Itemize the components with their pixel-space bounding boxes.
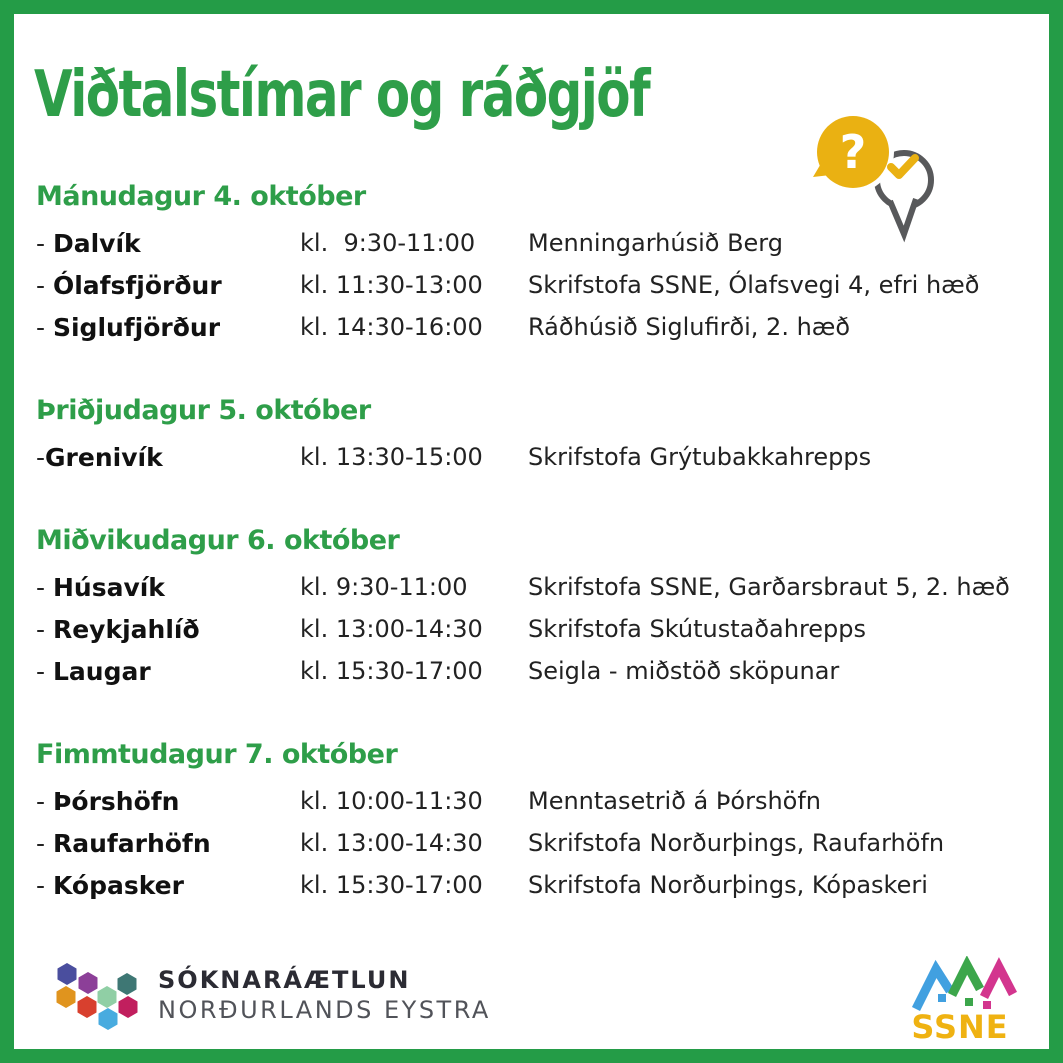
bullet-dash: - [36, 614, 53, 644]
hexagon-mint [98, 986, 117, 1008]
place-name: Grenivík [45, 442, 163, 472]
schedule-row [36, 306, 1023, 348]
day-rows [36, 436, 1023, 478]
venue-name: Skrifstofa Skútustaðahrepps [528, 615, 867, 643]
schedule-row [36, 608, 1023, 650]
time-range: kl. 9:30-11:00 [300, 229, 476, 257]
schedule-row [36, 780, 1023, 822]
bullet-dash: - [36, 828, 53, 858]
day-section [36, 524, 1023, 692]
question-chat-icon [798, 104, 958, 246]
schedule [36, 180, 1023, 952]
ssne-wordmark: SSNE [911, 1008, 1009, 1044]
schedule-row [36, 436, 1023, 478]
place-cell [36, 573, 300, 602]
place-name: Reykjahlíð [52, 614, 200, 644]
place-name: Kópasker [52, 870, 184, 900]
hexagon-lightblue [99, 1008, 118, 1030]
day-rows [36, 780, 1023, 906]
question-mark-glyph: ? [839, 125, 867, 179]
place-name: Dalvík [52, 228, 141, 258]
venue-name: Menningarhúsið Berg [528, 229, 783, 257]
hexagon-purple [79, 972, 98, 994]
mountains-icon [916, 965, 1013, 1009]
place-cell [36, 271, 300, 300]
bullet-dash: - [36, 442, 46, 472]
venue-name: Skrifstofa Norðurþings, Raufarhöfn [528, 829, 945, 857]
day-header: Mánudagur 4. október [36, 181, 366, 212]
venue-name: Seigla - miðstöð sköpunar [528, 657, 840, 685]
place-cell [36, 829, 300, 858]
place-name: Þórshöfn [52, 786, 180, 816]
soknaraaetlun-line2: NORÐURLANDS EYSTRA [158, 996, 491, 1024]
time-range: kl. 11:30-13:00 [300, 271, 483, 299]
time-range: kl. 15:30-17:00 [300, 657, 483, 685]
place-name: Siglufjörður [52, 312, 221, 342]
bullet-dash: - [36, 870, 53, 900]
place-cell [36, 787, 300, 816]
soknaraaetlun-line1: SÓKNARÁÆTLUN [158, 966, 411, 994]
venue-name: Skrifstofa SSNE, Ólafsvegi 4, efri hæð [528, 271, 980, 299]
place-cell [36, 229, 300, 258]
venue-name: Skrifstofa Grýtubakkahrepps [528, 443, 872, 471]
soknaraaetlun-logo [46, 952, 151, 1042]
schedule-row [36, 650, 1023, 692]
hexagon-indigo [58, 963, 77, 985]
venue-name: Ráðhúsið Siglufirði, 2. hæð [528, 313, 851, 341]
time-range: kl. 9:30-11:00 [300, 573, 468, 601]
schedule-row [36, 864, 1023, 906]
hexagon-teal [118, 973, 137, 995]
bullet-dash: - [36, 572, 53, 602]
bullet-dash: - [36, 270, 53, 300]
bullet-dash: - [36, 312, 53, 342]
time-range: kl. 10:00-11:30 [300, 787, 483, 815]
day-rows [36, 566, 1023, 692]
hexagon-orange [57, 986, 76, 1008]
time-range: kl. 14:30-16:00 [300, 313, 483, 341]
day-header: Fimmtudagur 7. október [36, 739, 398, 770]
time-range: kl. 15:30-17:00 [300, 871, 483, 899]
soknaraaetlun-wordmark [158, 966, 491, 1024]
place-cell [36, 871, 300, 900]
place-name: Laugar [52, 656, 151, 686]
venue-name: Menntasetrið á Þórshöfn [528, 787, 822, 815]
time-range: kl. 13:00-14:30 [300, 829, 483, 857]
day-header: Miðvikudagur 6. október [36, 525, 400, 556]
place-cell [36, 615, 300, 644]
hexagon-red [78, 996, 97, 1018]
check-icon [891, 158, 915, 175]
venue-name: Skrifstofa Norðurþings, Kópaskeri [528, 871, 928, 899]
bullet-dash: - [36, 228, 53, 258]
day-section [36, 394, 1023, 478]
page-title: Viðtalstímar og ráðgjöf [34, 58, 650, 132]
hexagon-magenta [119, 996, 138, 1018]
day-header: Þriðjudagur 5. október [36, 395, 371, 426]
time-range: kl. 13:30-15:00 [300, 443, 483, 471]
bullet-dash: - [36, 656, 53, 686]
time-range: kl. 13:00-14:30 [300, 615, 483, 643]
place-cell [36, 657, 300, 686]
place-cell [36, 443, 300, 472]
place-cell [36, 313, 300, 342]
place-name: Húsavík [52, 572, 165, 602]
venue-name: Skrifstofa SSNE, Garðarsbraut 5, 2. hæð [528, 573, 1010, 601]
ssne-logo [903, 956, 1018, 1044]
schedule-row [36, 566, 1023, 608]
schedule-row [36, 822, 1023, 864]
day-section [36, 738, 1023, 906]
place-name: Raufarhöfn [52, 828, 211, 858]
bullet-dash: - [36, 786, 53, 816]
place-name: Ólafsfjörður [52, 270, 222, 300]
schedule-row [36, 264, 1023, 306]
